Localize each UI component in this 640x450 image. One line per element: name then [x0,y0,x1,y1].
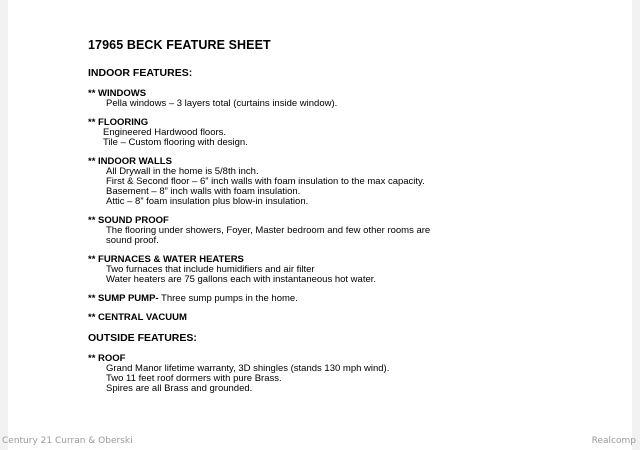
feature-item [88,216,588,246]
feature-item [88,255,588,285]
feature-item [88,354,588,394]
feature-description-line: Water heaters are 75 gallons each with instantaneous hot water. [106,274,377,285]
feature-description-line: Two 11 feet roof dormers with pure Brass. [106,373,282,384]
feature-title-text: FLOORING [98,117,149,128]
feature-description-line: All Drywall in the home is 5/8th inch. [106,166,259,177]
feature-item [88,157,588,207]
feature-marker: ** [88,293,96,304]
feature-title-text: SOUND PROOF [98,215,169,226]
feature-marker: ** [88,353,96,364]
feature-description-line: Two furnaces that include humidifiers and air filter [106,264,315,275]
feature-marker: ** [88,215,96,226]
indoor-features-heading: INDOOR FEATURES: [88,67,193,79]
feature-description-line: Spires are all Brass and grounded. [106,383,253,394]
feature-title-text: WINDOWS [98,88,147,99]
feature-item [88,118,588,148]
feature-description-line: Grand Manor lifetime warranty, 3D shingles (stands 130 mph wind). [106,363,390,374]
feature-description-line: The flooring under showers, Foyer, Master bedroom and few other rooms are [106,225,431,236]
feature-description-line: Attic – 8” foam insulation plus blow-in insulation. [106,196,309,207]
feature-title [88,294,588,304]
feature-description-line: Basement – 8” inch walls with foam insulation. [106,186,301,197]
feature-title-text: SUMP PUMP- [98,293,159,304]
footer-source: Realcomp [591,436,636,446]
feature-title-text: FURNACES & WATER HEATERS [98,254,244,265]
footer-agency: Century 21 Curran & Oberski [2,436,133,446]
outside-features-heading: OUTSIDE FEATURES: [88,332,197,344]
feature-title [88,313,588,323]
document-page [8,0,632,450]
feature-title-text: ROOF [98,353,126,364]
feature-inline-description: Three sump pumps in the home. [158,293,298,304]
feature-title-text: CENTRAL VACUUM [98,312,187,323]
feature-item [88,89,588,109]
feature-item [88,294,588,304]
feature-marker: ** [88,312,96,323]
feature-marker: ** [88,117,96,128]
feature-description-line: Tile – Custom flooring with design. [103,137,248,148]
document-content [88,38,588,403]
feature-marker: ** [88,156,96,167]
feature-description-line: sound proof. [106,235,159,246]
feature-item [88,313,588,323]
feature-marker: ** [88,254,96,265]
document-title: 17965 BECK FEATURE SHEET [88,38,271,52]
feature-description-line: Engineered Hardwood floors. [103,127,227,138]
feature-title-text: INDOOR WALLS [98,156,172,167]
feature-marker: ** [88,88,96,99]
indoor-features-list [88,89,588,323]
outside-features-list [88,354,588,394]
feature-description-line: Pella windows – 3 layers total (curtains inside window). [106,98,338,109]
feature-description-line: First & Second floor – 6” inch walls with foam insulation to the max capacity. [106,176,425,187]
